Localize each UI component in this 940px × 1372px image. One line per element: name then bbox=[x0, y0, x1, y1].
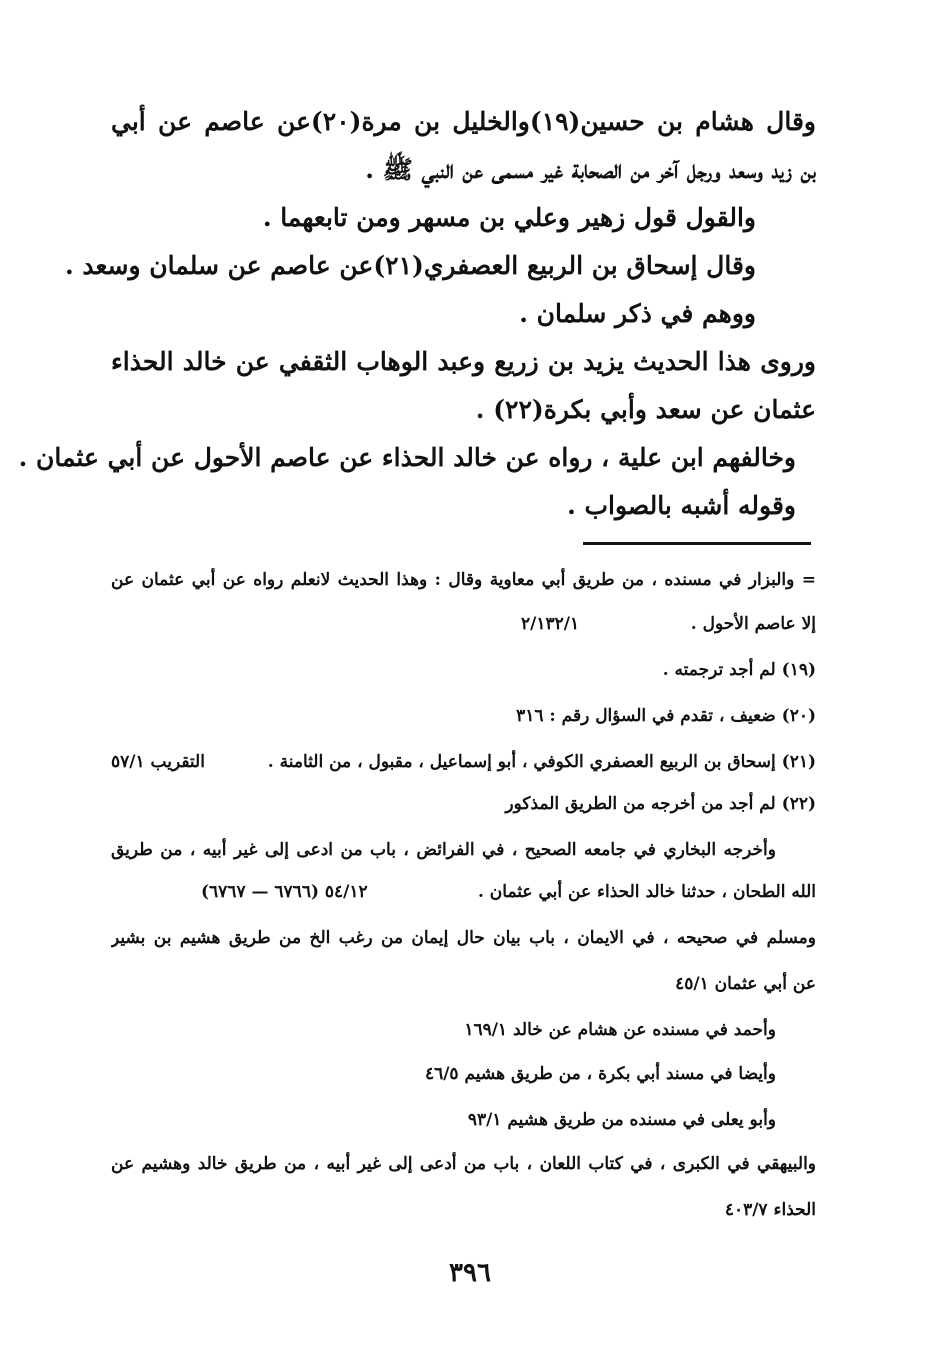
footnote-bayhaqi-line-2: الحذاء ٤٠٣/٧ bbox=[724, 1200, 816, 1220]
footnote-bukhari-line-2 bbox=[111, 880, 816, 904]
main-line-7: عثمان عن سعد وأبي بكرة(٢٢) . bbox=[475, 395, 816, 424]
footnote-bayhaqi-line-1: والبيهقي في الكبرى ، في كتاب اللعان ، باب من أدعى إلى غير أبيه ، من طريق خالد وهشيم عن bbox=[111, 1154, 816, 1174]
footnote-ahmad: وأحمد في مسنده عن هشام عن خالد ١٦٩/١ bbox=[464, 1020, 776, 1040]
main-line-6: وروى هذا الحديث يزيد بن زريع وعبد الوهاب الثقفي عن خالد الحذاء bbox=[111, 347, 816, 376]
footnote-bukhari-line-1: وأخرجه البخاري في جامعه الصحيح ، في الفرائض ، باب من ادعى إلى غير أبيه ، من طريق bbox=[111, 840, 776, 860]
main-line-1: وقال هشام بن حسين(١٩)والخليل بن مرة(٢٠)عن عاصم عن أبي bbox=[111, 107, 816, 136]
footnote-muslim-line-2: عن أبي عثمان ٤٥/١ bbox=[675, 974, 816, 994]
main-line-2: بن زيد وسعد ورجل آخر من الصحابة غير مسمى عن النبي ﷺ . bbox=[365, 155, 816, 184]
footnote-separator bbox=[583, 542, 811, 545]
footnote-21-ref: التقريب ٥٧/١ bbox=[111, 752, 205, 772]
footnote-21 bbox=[111, 750, 816, 774]
footnote-21-text: (٢١) إسحاق بن الربيع العصفري الكوفي ، أبو إسماعيل ، مقبول ، من الثامنة . bbox=[267, 752, 816, 772]
main-line-4: وقال إسحاق بن الربيع العصفري(٢١)عن عاصم عن سلمان وسعد . bbox=[64, 251, 756, 280]
footnote-19: (١٩) لم أجد ترجمته . bbox=[662, 660, 816, 680]
footnote-continuation-text: إلا عاصم الأحول . bbox=[690, 614, 816, 634]
main-line-9: وقوله أشبه بالصواب . bbox=[567, 491, 796, 520]
footnote-abu-bakra: وأيضا في مسند أبي بكرة ، من طريق هشيم ٤٦/٥ bbox=[424, 1064, 776, 1084]
main-text bbox=[18, 98, 816, 530]
main-line-5: ووهم في ذكر سلمان . bbox=[519, 299, 756, 328]
footnote-continuation-line-1: = والبزار في مسنده ، من طريق أبي معاوية وقال : وهذا الحديث لانعلم رواه عن أبي عثمان عن bbox=[111, 570, 816, 590]
footnote-22: (٢٢) لم أجد من أخرجه من الطريق المذكور bbox=[505, 794, 816, 814]
footnote-abu-yala: وأبو يعلى في مسنده من طريق هشيم ٩٣/١ bbox=[467, 1110, 776, 1130]
page-number: ٣٩٦ bbox=[449, 1258, 491, 1288]
main-line-8: وخالفهم ابن علية ، رواه عن خالد الحذاء عن عاصم الأحول عن أبي عثمان . bbox=[18, 443, 796, 472]
footnote-20: (٢٠) ضعيف ، تقدم في السؤال رقم : ٣١٦ bbox=[516, 706, 816, 726]
footnote-bukhari-text: الله الطحان ، حدثنا خالد الحذاء عن أبي عثمان . bbox=[477, 882, 816, 902]
footnote-continuation-line-2 bbox=[111, 612, 816, 636]
footnote-muslim-line-1: ومسلم في صحيحه ، في الايمان ، باب بيان حال إيمان من رغب الخ من طريق هشيم بن بشير bbox=[111, 928, 816, 948]
footnote-bukhari-ref: ٥٤/١٢ (٦٧٦٦ — ٦٧٦٧) bbox=[201, 882, 368, 902]
main-line-3: والقول قول زهير وعلي بن مسهر ومن تابعهما . bbox=[262, 203, 756, 232]
footnote-continuation-ref: ٢/١٣٢/١ bbox=[521, 614, 580, 634]
